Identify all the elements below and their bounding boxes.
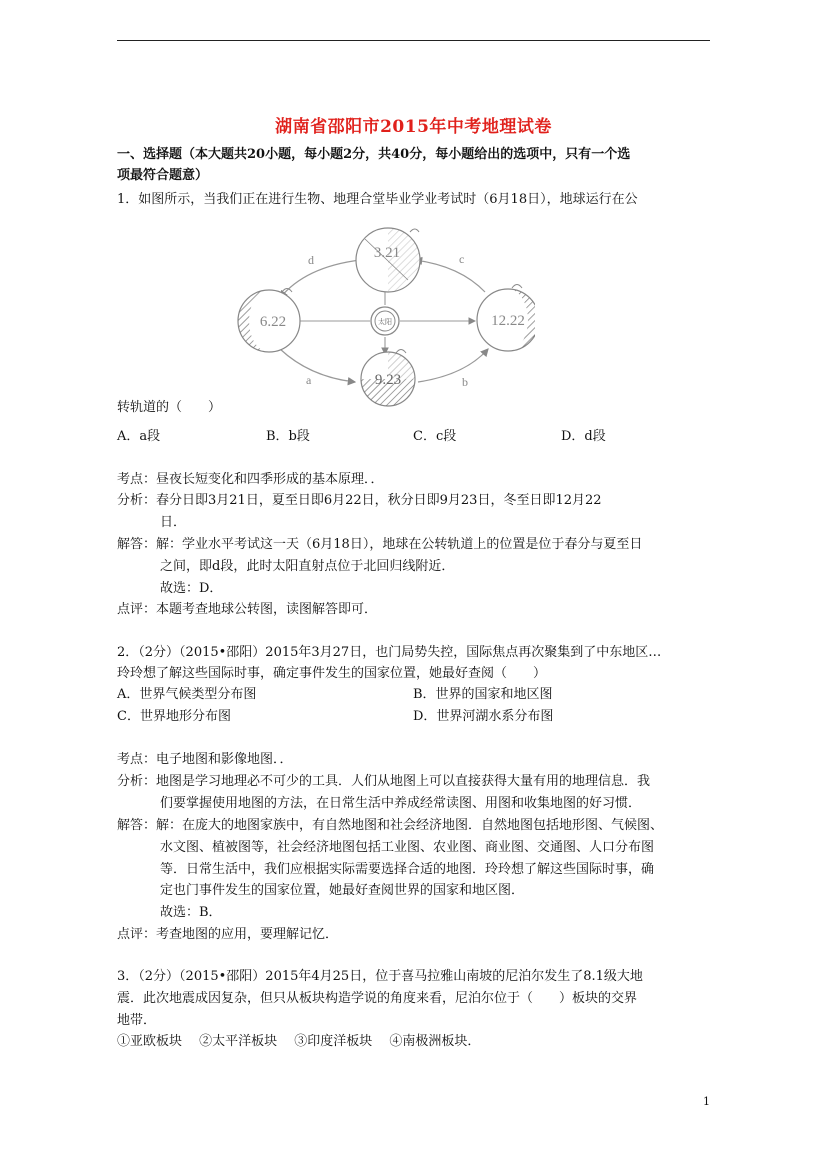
q1-option-c: C．c段 <box>413 429 457 444</box>
q1-fenxi-line1: 分析：春分日即3月21日，夏至日即6月22日，秋分日即9月23日，冬至日即12月22 <box>117 493 602 508</box>
earth-orbit-diagram <box>230 222 535 407</box>
orbit-segment-c <box>415 260 485 292</box>
earth-label-6-22: 6.22 <box>259 314 287 330</box>
q3-choices: ①亚欧板块 ②太平洋板块 ③印度洋板块 ④南极洲板块． <box>117 1034 481 1049</box>
q1-stem-line1: 1．如图所示，当我们正在进行生物、地理合堂毕业学业考试时（6月18日），地球运行在公 <box>117 192 638 207</box>
q2-option-d: D．世界河湖水系分布图 <box>413 709 554 724</box>
q2-jieda-line5: 故选：B． <box>160 905 222 920</box>
q1-jieda-line1: 解答：解：学业水平考试这一天（6月18日），地球在公转轨道上的位置是位于春分与夏至日 <box>117 537 643 552</box>
page-number: 1 <box>703 1095 710 1108</box>
earth-position-6-22 <box>238 289 300 353</box>
header-rule <box>117 40 710 41</box>
earth-position-12-22 <box>477 285 535 352</box>
page-title: 湖南省邵阳市2015年中考地理试卷 <box>275 117 552 137</box>
q3-stem-line3: 地带． <box>117 1013 157 1028</box>
q3-stem-line1: 3．（2分）（2015•邵阳）2015年4月25日，位于喜马拉雅山南坡的尼泊尔发生了8.1级大地 <box>117 969 643 984</box>
q2-fenxi-line2: 们要掌握使用地图的方法，在日常生活中养成经常读图、用图和收集地图的好习惯． <box>160 796 642 811</box>
q2-option-a: A．世界气候类型分布图 <box>117 687 257 702</box>
q2-jieda-line3: 等．日常生活中，我们应根据实际需要选择合适的地图．玲玲想了解这些国际时事，确 <box>160 862 655 877</box>
orbit-segment-b <box>418 349 488 382</box>
q2-jieda-line1: 解答：解：在庞大的地图家族中，有自然地图和社会经济地图．自然地图包括地形图、气候图、 <box>117 818 664 833</box>
earth-position-3-21 <box>356 228 420 292</box>
q1-kaodian: 考点：昼夜长短变化和四季形成的基本原理．． <box>117 472 384 487</box>
sun-label: 太阳 <box>378 318 392 326</box>
earth-position-9-23 <box>361 350 415 407</box>
earth-label-9-23: 9.23 <box>374 372 402 388</box>
q2-dianping: 点评：考查地图的应用，要理解记忆． <box>117 927 339 942</box>
q1-option-b: B．b段 <box>266 429 310 444</box>
segment-label-a: a <box>306 373 312 387</box>
q2-stem-line1: 2．（2分）（2015•邵阳）2015年3月27日，也门局势失控，国际焦点再次聚集到了中东地区… <box>117 645 662 660</box>
sun-icon <box>371 307 399 335</box>
q2-fenxi-line1: 分析：地图是学习地理必不可少的工具．人们从地图上可以直接获得大量有用的地理信息．我 <box>117 774 651 789</box>
q1-option-d: D．d段 <box>561 429 606 444</box>
q3-stem-line2: 震．此次地震成因复杂，但只从板块构造学说的角度来看，尼泊尔位于（ ）板块的交界 <box>117 991 638 1006</box>
segment-label-c: c <box>459 252 465 266</box>
section-heading-line2: 项最符合题意） <box>117 168 209 183</box>
segment-label-d: d <box>308 253 314 267</box>
q2-jieda-line2: 水文图、植被图等，社会经济地图包括工业图、农业图、商业图、交通图、人口分布图 <box>160 840 655 855</box>
q2-kaodian: 考点：电子地图和影像地图．． <box>117 752 293 767</box>
segment-label-b: b <box>462 375 468 389</box>
q1-fenxi-line2: 日． <box>160 515 187 530</box>
q2-jieda-line4: 定也门事件发生的国家位置，她最好查阅世界的国家和地区图． <box>160 883 525 898</box>
orbit-segment-d <box>280 260 360 298</box>
q2-option-b: B．世界的国家和地区图 <box>413 687 553 702</box>
q1-option-a: A．a段 <box>117 429 161 444</box>
q1-jieda-line2: 之间，即d段，此时太阳直射点位于北回归线附近． <box>160 559 455 574</box>
earth-label-3-21: 3.21 <box>373 245 401 261</box>
orbit-segment-a <box>280 349 355 382</box>
earth-label-12-22: 12.22 <box>491 313 525 329</box>
q1-stem-line2: 转轨道的（ ） <box>117 400 222 415</box>
section-heading-line1: 一、选择题（本大题共20小题，每小题2分，共40分，每小题给出的选项中，只有一个选 <box>117 147 631 162</box>
q2-stem-line2: 玲玲想了解这些国际时事，确定事件发生的国家位置，她最好查阅（ ） <box>117 666 547 681</box>
q1-jieda-line3: 故选：D． <box>160 581 223 596</box>
q2-option-c: C．世界地形分布图 <box>117 709 231 724</box>
q1-dianping: 点评：本题考查地球公转图，读图解答即可． <box>117 602 378 617</box>
